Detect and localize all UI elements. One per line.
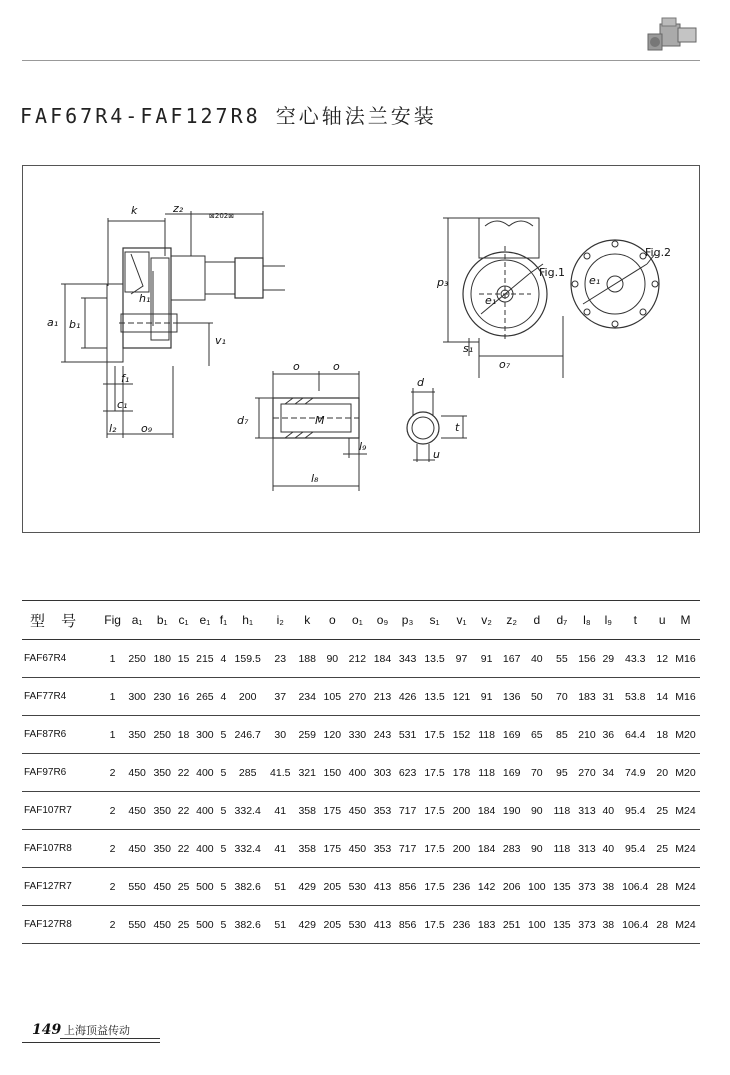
table-cell: 5 (217, 906, 229, 944)
table-cell: 300 (125, 678, 150, 716)
table-body (22, 640, 700, 944)
table-cell: M16 (671, 640, 700, 678)
model-cell: FAF87R6 (22, 716, 101, 754)
table-cell: 169 (499, 716, 524, 754)
table-cell: 531 (395, 716, 420, 754)
page-number: 149 (32, 1022, 62, 1038)
table-cell: 330 (345, 716, 370, 754)
table-cell: 55 (549, 640, 574, 678)
table-cell: 2 (101, 754, 125, 792)
table-cell: 373 (574, 906, 599, 944)
table-cell: 205 (320, 868, 345, 906)
column-header: s₁ (420, 601, 449, 640)
table-cell: 150 (320, 754, 345, 792)
table-cell: 250 (150, 716, 175, 754)
table-cell: 38 (600, 868, 618, 906)
model-cell: FAF97R6 (22, 754, 101, 792)
label-o-left: o (293, 360, 300, 373)
table-row (22, 868, 700, 906)
table-cell: 5 (217, 830, 229, 868)
table-cell: 118 (549, 830, 574, 868)
table-cell: M24 (671, 906, 700, 944)
table-cell: 450 (345, 792, 370, 830)
table-cell: 70 (524, 754, 549, 792)
table-cell: 41 (266, 792, 295, 830)
table-cell: 175 (320, 830, 345, 868)
table-cell: M24 (671, 792, 700, 830)
table-row (22, 754, 700, 792)
table-cell: 142 (474, 868, 499, 906)
table-cell: 200 (230, 678, 266, 716)
table-cell: 530 (345, 906, 370, 944)
label-motor-spec: ⊠202⊠ (209, 212, 235, 220)
table-cell: 350 (150, 754, 175, 792)
table-cell: 28 (653, 868, 671, 906)
table-cell: 18 (175, 716, 193, 754)
table-cell: 25 (175, 868, 193, 906)
column-header: z₂ (499, 601, 524, 640)
column-header: t (617, 601, 653, 640)
footer-rule (60, 1038, 160, 1039)
table-cell: 215 (192, 640, 217, 678)
table-cell: 106.4 (617, 868, 653, 906)
table-cell: 5 (217, 754, 229, 792)
table-cell: 313 (574, 792, 599, 830)
table-cell: 200 (449, 792, 474, 830)
model-cell: FAF107R8 (22, 830, 101, 868)
table-cell: M20 (671, 716, 700, 754)
table-cell: 236 (449, 868, 474, 906)
table-cell: 332.4 (230, 792, 266, 830)
table-cell: 230 (150, 678, 175, 716)
column-header: o₉ (370, 601, 395, 640)
table-cell: 121 (449, 678, 474, 716)
table-cell: 550 (125, 906, 150, 944)
drawing-svg (23, 166, 701, 534)
table-cell: 22 (175, 830, 193, 868)
table-cell: 22 (175, 792, 193, 830)
table-cell: 550 (125, 868, 150, 906)
table-cell: 4 (217, 640, 229, 678)
table-cell: 400 (345, 754, 370, 792)
table-cell: 41 (266, 830, 295, 868)
table-cell: 51 (266, 868, 295, 906)
table-cell: 25 (653, 830, 671, 868)
table-cell: 500 (192, 906, 217, 944)
column-header: v₂ (474, 601, 499, 640)
table-cell: 13.5 (420, 640, 449, 678)
top-rule (22, 60, 700, 61)
label-d7: d₇ (237, 414, 249, 427)
table-cell: 118 (474, 716, 499, 754)
table-cell: 450 (125, 830, 150, 868)
flange-front-view-fig1 (443, 218, 566, 378)
table-cell: 313 (574, 830, 599, 868)
table-cell: 1 (101, 678, 125, 716)
table-cell: 285 (230, 754, 266, 792)
label-f1: f₁ (121, 372, 130, 385)
table-cell: 74.9 (617, 754, 653, 792)
table-cell: 400 (192, 830, 217, 868)
table-cell: 97 (449, 640, 474, 678)
table-cell: 350 (125, 716, 150, 754)
table-cell: 167 (499, 640, 524, 678)
table-cell: 358 (295, 830, 320, 868)
table-cell: 16 (175, 678, 193, 716)
table-cell: 400 (192, 792, 217, 830)
column-header: c₁ (175, 601, 193, 640)
label-c1: c₁ (117, 398, 128, 411)
label-o9: o₉ (141, 422, 153, 435)
label-l9: l₉ (359, 440, 367, 453)
table-cell: 90 (524, 830, 549, 868)
table-cell: 25 (175, 906, 193, 944)
table-cell: 382.6 (230, 868, 266, 906)
table-row (22, 640, 700, 678)
column-header: o₁ (345, 601, 370, 640)
table-cell: 206 (499, 868, 524, 906)
column-header: o (320, 601, 345, 640)
table-cell: 95 (549, 754, 574, 792)
table-cell: 212 (345, 640, 370, 678)
column-header: l₉ (600, 601, 618, 640)
model-cell: FAF127R8 (22, 906, 101, 944)
column-header: u (653, 601, 671, 640)
label-o7: o₇ (499, 358, 511, 371)
table-row (22, 906, 700, 944)
table-cell: 17.5 (420, 906, 449, 944)
table-cell: 136 (499, 678, 524, 716)
table-cell: 38 (600, 906, 618, 944)
table-cell: 450 (125, 792, 150, 830)
table-cell: 2 (101, 868, 125, 906)
table-cell: 152 (449, 716, 474, 754)
column-header: i₂ (266, 601, 295, 640)
table-cell: 236 (449, 906, 474, 944)
table-cell: 31 (600, 678, 618, 716)
table-cell: 15 (175, 640, 193, 678)
table-cell: 350 (150, 830, 175, 868)
table-cell: 118 (549, 792, 574, 830)
table-cell: 5 (217, 792, 229, 830)
table-cell: 53.8 (617, 678, 653, 716)
footer-rule (22, 1042, 160, 1043)
table-cell: 41.5 (266, 754, 295, 792)
table-cell: 382.6 (230, 906, 266, 944)
table-cell: 85 (549, 716, 574, 754)
table-cell: 429 (295, 868, 320, 906)
table-cell: 120 (320, 716, 345, 754)
table-cell: 321 (295, 754, 320, 792)
table-cell: M16 (671, 678, 700, 716)
label-fig2: Fig.2 (645, 246, 672, 259)
table-cell: 184 (474, 792, 499, 830)
technical-drawing (22, 165, 700, 533)
table-cell: 70 (549, 678, 574, 716)
table-cell: 2 (101, 792, 125, 830)
table-cell: 283 (499, 830, 524, 868)
table-cell: 373 (574, 868, 599, 906)
table-cell: 40 (600, 792, 618, 830)
table-row (22, 792, 700, 830)
table-cell: 50 (524, 678, 549, 716)
dimension-table (22, 600, 700, 944)
table-cell: 20 (653, 754, 671, 792)
label-v1: v₁ (215, 334, 226, 347)
table-cell: 717 (395, 792, 420, 830)
table-cell: 14 (653, 678, 671, 716)
table-cell: 169 (499, 754, 524, 792)
label-l2: l₂ (109, 422, 117, 435)
table-cell: 200 (449, 830, 474, 868)
column-header-model: 型 号 (22, 601, 101, 640)
table-cell: 856 (395, 868, 420, 906)
label-b1: b₁ (69, 318, 81, 331)
table-cell: 100 (524, 906, 549, 944)
table-cell: 250 (125, 640, 150, 678)
table-cell: 135 (549, 906, 574, 944)
table-cell: M24 (671, 868, 700, 906)
table-cell: 234 (295, 678, 320, 716)
table-cell: 5 (217, 868, 229, 906)
table-cell: 183 (474, 906, 499, 944)
table-cell: 22 (175, 754, 193, 792)
label-o-right: o (333, 360, 340, 373)
table-cell: M24 (671, 830, 700, 868)
label-l8: l₈ (311, 472, 319, 485)
table-cell: 213 (370, 678, 395, 716)
table-cell: 95.4 (617, 792, 653, 830)
column-header: h₁ (230, 601, 266, 640)
table-cell: 623 (395, 754, 420, 792)
label-s1: s₁ (463, 342, 474, 355)
table-cell: 17.5 (420, 868, 449, 906)
table-cell: 450 (345, 830, 370, 868)
table-cell: 37 (266, 678, 295, 716)
table-cell: 270 (574, 754, 599, 792)
column-header: e₁ (192, 601, 217, 640)
table-cell: 1 (101, 640, 125, 678)
table-cell: 259 (295, 716, 320, 754)
table-cell: 51 (266, 906, 295, 944)
table-cell: 91 (474, 640, 499, 678)
table-cell: 450 (125, 754, 150, 792)
table-header-row (22, 601, 700, 640)
table-cell: 23 (266, 640, 295, 678)
table-cell: 205 (320, 906, 345, 944)
label-t: t (455, 421, 460, 434)
table-cell: M20 (671, 754, 700, 792)
gearbox-thumbnail-image (642, 14, 702, 58)
table-cell: 90 (524, 792, 549, 830)
table-cell: 856 (395, 906, 420, 944)
table-cell: 429 (295, 906, 320, 944)
table-cell: 13.5 (420, 678, 449, 716)
table-cell: 413 (370, 906, 395, 944)
label-k: k (131, 204, 138, 217)
table-cell: 17.5 (420, 716, 449, 754)
table-cell: 246.7 (230, 716, 266, 754)
table-cell: 25 (653, 792, 671, 830)
table-cell: 350 (150, 792, 175, 830)
column-header: p₃ (395, 601, 420, 640)
model-cell: FAF107R7 (22, 792, 101, 830)
table-cell: 175 (320, 792, 345, 830)
label-a1: a₁ (47, 316, 59, 329)
table-cell: 5 (217, 716, 229, 754)
table-cell: 95.4 (617, 830, 653, 868)
label-e1-fig1: e₁ (485, 294, 497, 307)
table-cell: 300 (192, 716, 217, 754)
table-cell: 400 (192, 754, 217, 792)
table-cell: 34 (600, 754, 618, 792)
table-cell: 28 (653, 906, 671, 944)
column-header: b₁ (150, 601, 175, 640)
table-cell: 2 (101, 830, 125, 868)
table-cell: 332.4 (230, 830, 266, 868)
column-header: f₁ (217, 601, 229, 640)
model-cell: FAF77R4 (22, 678, 101, 716)
table-cell: 64.4 (617, 716, 653, 754)
table-cell: 188 (295, 640, 320, 678)
table-cell: 17.5 (420, 830, 449, 868)
table-cell: 353 (370, 792, 395, 830)
table-cell: 190 (499, 792, 524, 830)
table-cell: 243 (370, 716, 395, 754)
label-h1: h₁ (139, 292, 151, 305)
table-cell: 180 (150, 640, 175, 678)
table-cell: 17.5 (420, 792, 449, 830)
table-cell: 65 (524, 716, 549, 754)
table-cell: 1 (101, 716, 125, 754)
table-cell: 118 (474, 754, 499, 792)
column-header: k (295, 601, 320, 640)
table-cell: 178 (449, 754, 474, 792)
table-row (22, 830, 700, 868)
table-row (22, 678, 700, 716)
label-p3: p₃ (437, 276, 449, 289)
table-cell: 343 (395, 640, 420, 678)
table-cell: 450 (150, 868, 175, 906)
table-cell: 40 (600, 830, 618, 868)
company-name: 上海顶益传动 (64, 1024, 130, 1037)
label-d: d (417, 376, 424, 389)
table-row (22, 716, 700, 754)
table-cell: 2 (101, 906, 125, 944)
column-header: d (524, 601, 549, 640)
column-header: d₇ (549, 601, 574, 640)
table-cell: 426 (395, 678, 420, 716)
table-cell: 303 (370, 754, 395, 792)
table-cell: 30 (266, 716, 295, 754)
table-cell: 135 (549, 868, 574, 906)
label-u: u (433, 448, 440, 461)
table-cell: 413 (370, 868, 395, 906)
model-cell: FAF67R4 (22, 640, 101, 678)
table-cell: 358 (295, 792, 320, 830)
table-cell: 90 (320, 640, 345, 678)
table-cell: 210 (574, 716, 599, 754)
page-title: FAF67R4-FAF127R8 空心轴法兰安装 (20, 104, 437, 128)
table-cell: 353 (370, 830, 395, 868)
table-cell: 105 (320, 678, 345, 716)
side-view (61, 211, 285, 438)
table-cell: 717 (395, 830, 420, 868)
table-cell: 4 (217, 678, 229, 716)
table-cell: 184 (370, 640, 395, 678)
column-header: a₁ (125, 601, 150, 640)
label-z2: z₂ (173, 202, 184, 215)
table-cell: 500 (192, 868, 217, 906)
label-M: M (315, 414, 325, 427)
column-header: Fig (101, 601, 125, 640)
label-fig1: Fig.1 (539, 266, 566, 279)
table-cell: 12 (653, 640, 671, 678)
table-cell: 183 (574, 678, 599, 716)
table-cell: 43.3 (617, 640, 653, 678)
column-header: M (671, 601, 700, 640)
column-header: l₈ (574, 601, 599, 640)
table-cell: 18 (653, 716, 671, 754)
table-cell: 270 (345, 678, 370, 716)
table-cell: 156 (574, 640, 599, 678)
table-cell: 91 (474, 678, 499, 716)
label-e1-fig2: e₁ (589, 274, 601, 287)
table-cell: 106.4 (617, 906, 653, 944)
table-cell: 40 (524, 640, 549, 678)
table-cell: 450 (150, 906, 175, 944)
model-cell: FAF127R7 (22, 868, 101, 906)
table-cell: 251 (499, 906, 524, 944)
table-cell: 184 (474, 830, 499, 868)
table-cell: 29 (600, 640, 618, 678)
table-cell: 36 (600, 716, 618, 754)
table-cell: 100 (524, 868, 549, 906)
table-cell: 530 (345, 868, 370, 906)
table-cell: 17.5 (420, 754, 449, 792)
column-header: v₁ (449, 601, 474, 640)
table-cell: 159.5 (230, 640, 266, 678)
table-cell: 265 (192, 678, 217, 716)
